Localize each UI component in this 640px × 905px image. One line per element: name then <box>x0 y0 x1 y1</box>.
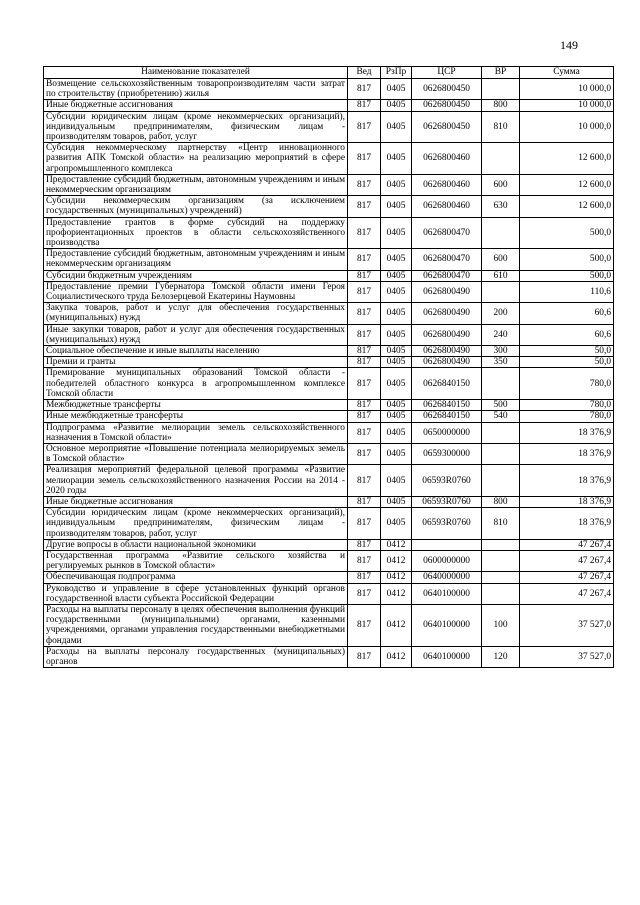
row-csr: 0626800450 <box>412 111 482 143</box>
row-sum: 18 376,9 <box>520 422 614 443</box>
table-row <box>44 143 614 175</box>
row-name: Предоставление грантов в форме субсидий на поддержку профориентационных проектов в области сельскохозяйственного производства <box>44 217 348 249</box>
row-rzpr: 0405 <box>381 270 412 281</box>
row-name: Социальное обеспечение и иные выплаты населению <box>44 346 348 357</box>
row-sum: 10 000,0 <box>520 100 614 111</box>
row-csr: 0650000000 <box>412 422 482 443</box>
row-rzpr: 0405 <box>381 357 412 368</box>
row-name: Основное мероприятие «Повышение потенциала мелиорируемых земель в Томской области» <box>44 443 348 464</box>
row-vr <box>482 368 520 400</box>
row-vr <box>482 79 520 100</box>
row-csr: 0626800490 <box>412 281 482 302</box>
row-rzpr: 0405 <box>381 217 412 249</box>
row-ved: 817 <box>348 270 381 281</box>
row-csr: 0626800460 <box>412 196 482 217</box>
row-csr: 0600000000 <box>412 550 482 571</box>
row-name: Премии и гранты <box>44 357 348 368</box>
row-vr <box>482 465 520 497</box>
row-ved: 817 <box>348 217 381 249</box>
table-row <box>44 411 614 422</box>
table-row <box>44 324 614 345</box>
table-row <box>44 303 614 324</box>
row-csr: 0640100000 <box>412 583 482 604</box>
row-vr <box>482 583 520 604</box>
row-rzpr: 0405 <box>381 100 412 111</box>
row-vr <box>482 143 520 175</box>
row-rzpr: 0405 <box>381 508 412 540</box>
row-name: Иные бюджетные ассигнования <box>44 496 348 507</box>
header-vr: ВР <box>482 67 520 79</box>
row-ved: 817 <box>348 324 381 345</box>
row-vr <box>482 539 520 550</box>
row-ved: 817 <box>348 508 381 540</box>
row-ved: 817 <box>348 143 381 175</box>
row-name: Возмещение сельскохозяйственным товаропроизводителям части затрат по строительству (приобретению) жилья <box>44 79 348 100</box>
row-name: Иные закупки товаров, работ и услуг для обеспечения государственных (муниципальных) нужд <box>44 324 348 345</box>
row-csr: 06593R0760 <box>412 465 482 497</box>
row-vr <box>482 443 520 464</box>
row-csr: 0626800450 <box>412 79 482 100</box>
row-rzpr: 0405 <box>381 281 412 302</box>
row-vr: 810 <box>482 111 520 143</box>
table-row <box>44 79 614 100</box>
table-body <box>44 79 614 668</box>
row-sum: 500,0 <box>520 270 614 281</box>
row-rzpr: 0405 <box>381 496 412 507</box>
table-row <box>44 249 614 270</box>
row-csr: 06593R0760 <box>412 508 482 540</box>
row-ved: 817 <box>348 303 381 324</box>
row-vr: 600 <box>482 174 520 195</box>
table-row <box>44 368 614 400</box>
table-row <box>44 572 614 583</box>
row-name: Реализация мероприятий федеральной целевой программы «Развитие мелиорации земель сельскохозяйственного назначения России на 2014 - 2020 годы <box>44 465 348 497</box>
row-name: Субсидии юридическим лицам (кроме некоммерческих организаций), индивидуальным предпринимателям, физическим лицам - производителям товаров, работ, услуг <box>44 111 348 143</box>
page-number: 149 <box>560 38 578 52</box>
row-sum: 10 000,0 <box>520 79 614 100</box>
row-csr: 0626800470 <box>412 270 482 281</box>
row-vr: 240 <box>482 324 520 345</box>
row-vr: 300 <box>482 346 520 357</box>
row-ved: 817 <box>348 174 381 195</box>
row-ved: 817 <box>348 550 381 571</box>
row-ved: 817 <box>348 111 381 143</box>
row-sum: 60,6 <box>520 324 614 345</box>
row-name: Предоставление субсидий бюджетным, автономным учреждениям и иным некоммерческим организациям <box>44 249 348 270</box>
table-row <box>44 174 614 195</box>
row-name: Руководство и управление в сфере установленных функций органов государственной власти субъекта Российской Федерации <box>44 583 348 604</box>
row-rzpr: 0405 <box>381 79 412 100</box>
row-name: Иные бюджетные ассигнования <box>44 100 348 111</box>
table-row <box>44 508 614 540</box>
table-row <box>44 583 614 604</box>
row-sum: 37 527,0 <box>520 646 614 667</box>
table-row <box>44 111 614 143</box>
row-vr <box>482 217 520 249</box>
row-vr <box>482 422 520 443</box>
table-row <box>44 281 614 302</box>
row-ved: 817 <box>348 583 381 604</box>
row-rzpr: 0412 <box>381 572 412 583</box>
row-ved: 817 <box>348 357 381 368</box>
row-name: Предоставление премии Губернатора Томской области имени Героя Социалистического труда Белозерцевой Екатерины Наумовны <box>44 281 348 302</box>
table-row <box>44 400 614 411</box>
row-rzpr: 0405 <box>381 249 412 270</box>
row-sum: 500,0 <box>520 249 614 270</box>
row-sum: 780,0 <box>520 368 614 400</box>
table-row <box>44 604 614 646</box>
table-row <box>44 646 614 667</box>
row-sum: 18 376,9 <box>520 508 614 540</box>
table-row <box>44 465 614 497</box>
table-row <box>44 496 614 507</box>
row-csr: 0626840150 <box>412 411 482 422</box>
row-rzpr: 0412 <box>381 604 412 646</box>
row-vr <box>482 281 520 302</box>
row-csr: 0626840150 <box>412 400 482 411</box>
row-csr: 0626800460 <box>412 174 482 195</box>
row-vr: 350 <box>482 357 520 368</box>
row-name: Субсидия некоммерческому партнерству «Центр инновационного развития АПК Томской области» на реализацию мероприятий в сфере агропромышленного комплекса <box>44 143 348 175</box>
row-csr: 0626800490 <box>412 324 482 345</box>
row-vr: 810 <box>482 508 520 540</box>
row-rzpr: 0412 <box>381 550 412 571</box>
table-row <box>44 550 614 571</box>
row-vr: 500 <box>482 400 520 411</box>
row-csr: 0626800450 <box>412 100 482 111</box>
row-ved: 817 <box>348 496 381 507</box>
row-rzpr: 0405 <box>381 111 412 143</box>
row-vr <box>482 572 520 583</box>
row-rzpr: 0412 <box>381 583 412 604</box>
row-ved: 817 <box>348 196 381 217</box>
row-sum: 60,6 <box>520 303 614 324</box>
table-row <box>44 422 614 443</box>
row-name: Субсидии некоммерческим организациям (за исключением государственных (муниципальных) учреждений) <box>44 196 348 217</box>
row-sum: 18 376,9 <box>520 465 614 497</box>
row-sum: 47 267,4 <box>520 539 614 550</box>
row-csr: 06593R0760 <box>412 496 482 507</box>
row-ved: 817 <box>348 422 381 443</box>
row-name: Субсидии бюджетным учреждениям <box>44 270 348 281</box>
row-sum: 18 376,9 <box>520 496 614 507</box>
budget-table <box>43 66 614 668</box>
row-rzpr: 0405 <box>381 196 412 217</box>
row-ved: 817 <box>348 400 381 411</box>
row-sum: 780,0 <box>520 411 614 422</box>
row-csr: 0626800470 <box>412 249 482 270</box>
row-name: Государственная программа «Развитие сельского хозяйства и регулируемых рынков в Томской области» <box>44 550 348 571</box>
row-rzpr: 0412 <box>381 646 412 667</box>
row-vr: 630 <box>482 196 520 217</box>
row-csr: 0626800490 <box>412 357 482 368</box>
row-rzpr: 0405 <box>381 324 412 345</box>
row-vr: 600 <box>482 249 520 270</box>
row-ved: 817 <box>348 465 381 497</box>
row-name: Иные межбюджетные трансферты <box>44 411 348 422</box>
row-vr: 100 <box>482 604 520 646</box>
row-name: Другие вопросы в области национальной экономики <box>44 539 348 550</box>
row-ved: 817 <box>348 79 381 100</box>
row-rzpr: 0405 <box>381 400 412 411</box>
table-header-row <box>44 67 614 79</box>
row-name: Расходы на выплаты персоналу государственных (муниципальных) органов <box>44 646 348 667</box>
row-name: Закупка товаров, работ и услуг для обеспечения государственных (муниципальных) нужд <box>44 303 348 324</box>
table-row <box>44 346 614 357</box>
row-rzpr: 0405 <box>381 303 412 324</box>
row-rzpr: 0405 <box>381 465 412 497</box>
row-ved: 817 <box>348 249 381 270</box>
row-rzpr: 0412 <box>381 539 412 550</box>
header-csr: ЦСР <box>412 67 482 79</box>
row-name: Обеспечивающая подпрограмма <box>44 572 348 583</box>
row-ved: 817 <box>348 346 381 357</box>
row-ved: 817 <box>348 539 381 550</box>
row-name: Подпрограмма «Развитие мелиорации земель сельскохозяйственного назначения в Томской области» <box>44 422 348 443</box>
row-rzpr: 0405 <box>381 368 412 400</box>
row-sum: 10 000,0 <box>520 111 614 143</box>
row-name: Межбюджетные трансферты <box>44 400 348 411</box>
header-name: Наименование показателей <box>44 67 348 79</box>
row-name: Расходы на выплаты персоналу в целях обеспечения выполнения функций государственными (муниципальными) органами, казенными учреждениями, органами управления государственными внебюджетными фондами <box>44 604 348 646</box>
row-vr <box>482 550 520 571</box>
row-csr: 0640000000 <box>412 572 482 583</box>
row-vr: 800 <box>482 496 520 507</box>
row-csr: 0626800490 <box>412 303 482 324</box>
row-sum: 47 267,4 <box>520 550 614 571</box>
row-ved: 817 <box>348 572 381 583</box>
row-name: Субсидии юридическим лицам (кроме некоммерческих организаций), индивидуальным предпринимателям, физическим лицам - производителям товаров, работ, услуг <box>44 508 348 540</box>
row-csr: 0626800460 <box>412 143 482 175</box>
row-name: Премирование муниципальных образований Томской области - победителей областного конкурса в агропромышленном комплексе Томской области <box>44 368 348 400</box>
row-csr: 0640100000 <box>412 646 482 667</box>
row-vr: 120 <box>482 646 520 667</box>
row-csr: 0626800470 <box>412 217 482 249</box>
row-sum: 500,0 <box>520 217 614 249</box>
table-row <box>44 100 614 111</box>
row-sum: 12 600,0 <box>520 174 614 195</box>
row-vr: 200 <box>482 303 520 324</box>
header-sum: Сумма <box>520 67 614 79</box>
table-row <box>44 443 614 464</box>
row-sum: 47 267,4 <box>520 572 614 583</box>
row-rzpr: 0405 <box>381 411 412 422</box>
row-rzpr: 0405 <box>381 143 412 175</box>
row-rzpr: 0405 <box>381 443 412 464</box>
row-name: Предоставление субсидий бюджетным, автономным учреждениям и иным некоммерческим организациям <box>44 174 348 195</box>
row-ved: 817 <box>348 604 381 646</box>
row-ved: 817 <box>348 443 381 464</box>
row-sum: 18 376,9 <box>520 443 614 464</box>
row-rzpr: 0405 <box>381 346 412 357</box>
row-rzpr: 0405 <box>381 174 412 195</box>
row-rzpr: 0405 <box>381 422 412 443</box>
header-rzpr: РзПр <box>381 67 412 79</box>
row-ved: 817 <box>348 368 381 400</box>
row-csr: 0626840150 <box>412 368 482 400</box>
row-sum: 12 600,0 <box>520 196 614 217</box>
row-csr: 0659300000 <box>412 443 482 464</box>
row-ved: 817 <box>348 281 381 302</box>
row-vr: 800 <box>482 100 520 111</box>
row-sum: 12 600,0 <box>520 143 614 175</box>
table-row <box>44 196 614 217</box>
row-csr <box>412 539 482 550</box>
row-vr: 610 <box>482 270 520 281</box>
table-row <box>44 357 614 368</box>
row-sum: 37 527,0 <box>520 604 614 646</box>
row-sum: 50,0 <box>520 357 614 368</box>
row-ved: 817 <box>348 100 381 111</box>
table-row <box>44 217 614 249</box>
row-ved: 817 <box>348 411 381 422</box>
row-ved: 817 <box>348 646 381 667</box>
row-sum: 50,0 <box>520 346 614 357</box>
table-row <box>44 539 614 550</box>
row-csr: 0640100000 <box>412 604 482 646</box>
row-sum: 780,0 <box>520 400 614 411</box>
header-ved: Вед <box>348 67 381 79</box>
row-vr: 540 <box>482 411 520 422</box>
row-sum: 47 267,4 <box>520 583 614 604</box>
row-csr: 0626800490 <box>412 346 482 357</box>
table-row <box>44 270 614 281</box>
row-sum: 110,6 <box>520 281 614 302</box>
